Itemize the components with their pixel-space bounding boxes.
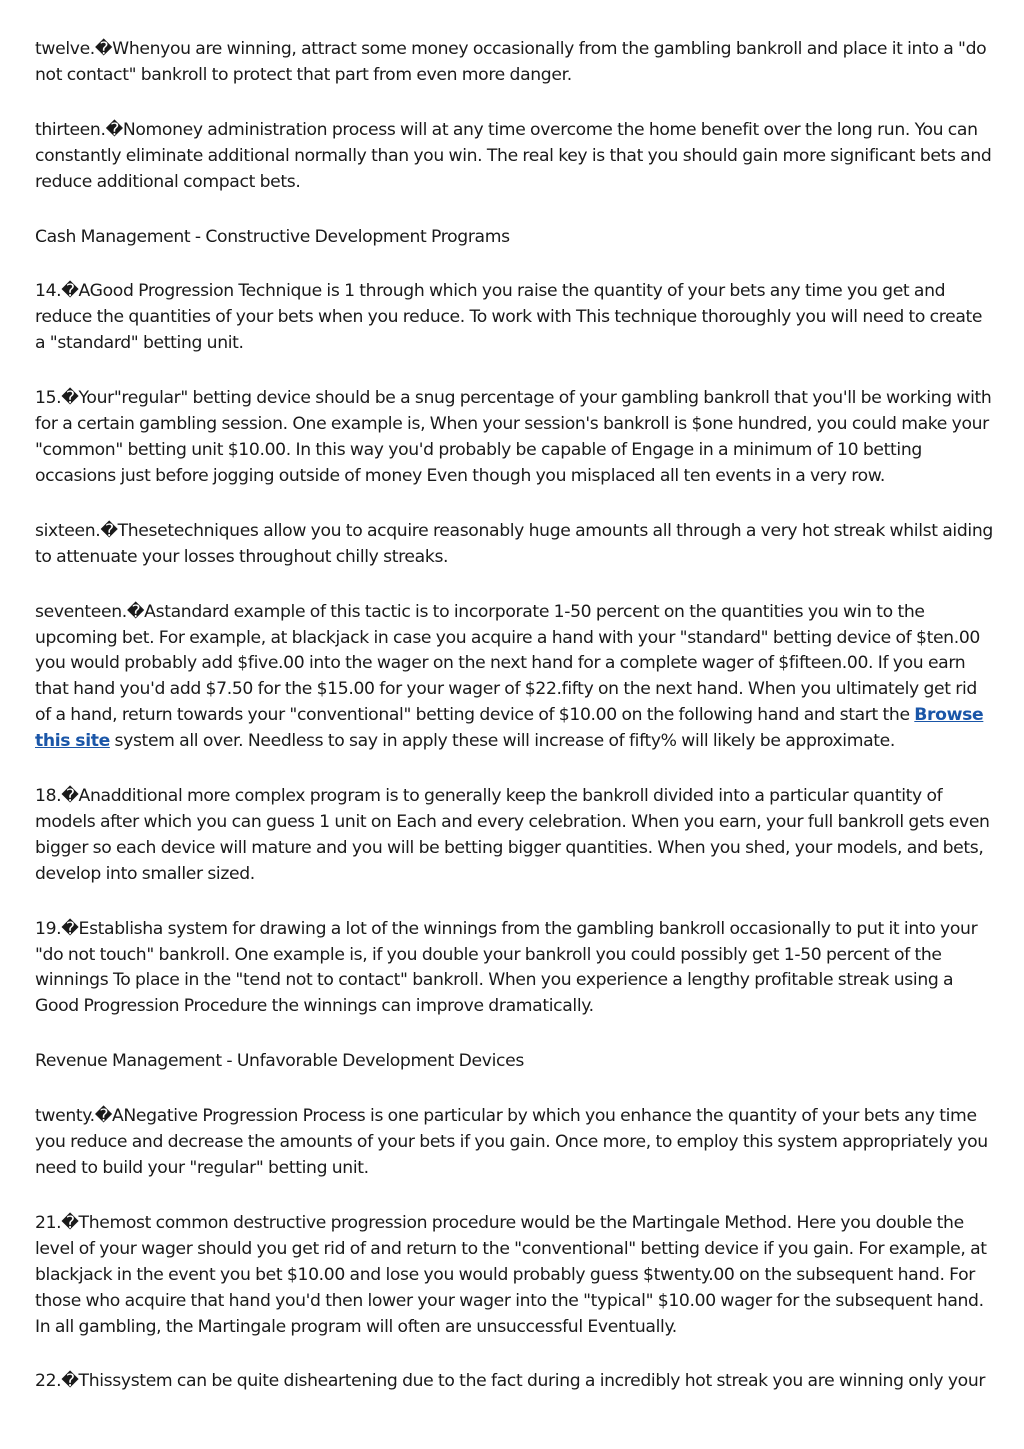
browse-site-link[interactable]: Browse this site	[35, 705, 984, 752]
paragraph-22: 22.�Thissystem can be quite disheartening due to the fact during a incredibly hot streak you are winning only your	[35, 1371, 986, 1392]
paragraph-17-text-after: system all over. Needless to say in apply these will increase of fifty% will likely be approximate.	[109, 731, 896, 752]
section-heading-negative: Revenue Management - Unfavorable Development Devices	[35, 1051, 524, 1072]
paragraph-17-text-before: seventeen.�Astandard example of this tactic is to incorporate 1-50 percent on the quantities you win to the upcoming bet. For example, at blackjack in case you acquire a hand with your "standard" betting device of $ten.00 you would probably add $five.00 into the wager on the next hand for a complete wager of $fifteen.00. If you earn that hand you'd add $7.50 for the $15.00 for your wager of $22.fifty on the next hand. When you ultimately get rid of a hand, return towards your "conventional" betting device of $10.00 on the following hand and start the	[35, 601, 981, 726]
document-body	[35, 37, 995, 1395]
paragraph-13: thirteen.�Nomoney administration process will at any time overcome the home benefit over the long run. You can constantly eliminate additional normally than you win. The real key is that you should gain more significant bets and reduce additional compact bets.	[35, 119, 992, 192]
paragraph-17	[35, 600, 995, 755]
paragraph-20: twenty.�ANegative Progression Process is one particular by which you enhance the quantity of your bets any time you reduce and decrease the amounts of your bets if you gain. Once more, to employ this system appropriately you need to build your "regular" betting unit.	[35, 1106, 988, 1178]
paragraph-19: 19.�Establisha system for drawing a lot of the winnings from the gambling bankroll occasionally to put it into your "do not touch" bankroll. One example is, if you double your bankroll you could possibly get 1-50 percent of the winnings To place in the "tend not to contact" bankroll. When you experience a lengthy profitable streak using a Good Progression Procedure the winnings can improve dramatically.	[35, 918, 978, 1017]
paragraph-16: sixteen.�Thesetechniques allow you to acquire reasonably huge amounts all through a very hot streak whilst aiding to attenuate your losses throughout chilly streaks.	[35, 520, 993, 567]
paragraph-15: 15.�Your"regular" betting device should be a snug percentage of your gambling bankroll that you'll be working with for a certain gambling session. One example is, When your session's bankroll is $one hundred, you could make your "common" betting unit $10.00. In this way you'd probably be capable of Engage in a minimum of 10 betting occasions just before jogging outside of money Even though you misplaced all ten events in a very row.	[35, 388, 992, 486]
paragraph-18: 18.�Anadditional more complex program is to generally keep the bankroll divided into a particular quantity of models after which you can guess 1 unit on Each and every celebration. When you earn, your full bankroll gets even bigger so each device will mature and you will be betting bigger quantities. When you shed, your models, and bets, develop into smaller sized.	[35, 786, 990, 884]
paragraph-21: 21.�Themost common destructive progression procedure would be the Martingale Method. Here you double the level of your wager should you get rid of and return to the "conventional" betting device if you gain. For example, at blackjack in the event you bet $10.00 and lose you would probably guess $twenty.00 on the subsequent hand. For those who acquire that hand you'd then lower your wager into the "typical" $10.00 wager for the subsequent hand. In all gambling, the Martingale program will often are unsuccessful Eventually.	[35, 1212, 987, 1337]
section-heading-positive: Cash Management - Constructive Development Programs	[35, 226, 510, 247]
paragraph-14: 14.�AGood Progression Technique is 1 through which you raise the quantity of your bets any time you get and reduce the quantities of your bets when you reduce. To work with This technique thoroughly you will need to create a "standard" betting unit.	[35, 281, 983, 354]
paragraph-12: twelve.�Whenyou are winning, attract some money occasionally from the gambling bankroll and place it into a "do not contact" bankroll to protect that part from even more danger.	[35, 39, 987, 85]
